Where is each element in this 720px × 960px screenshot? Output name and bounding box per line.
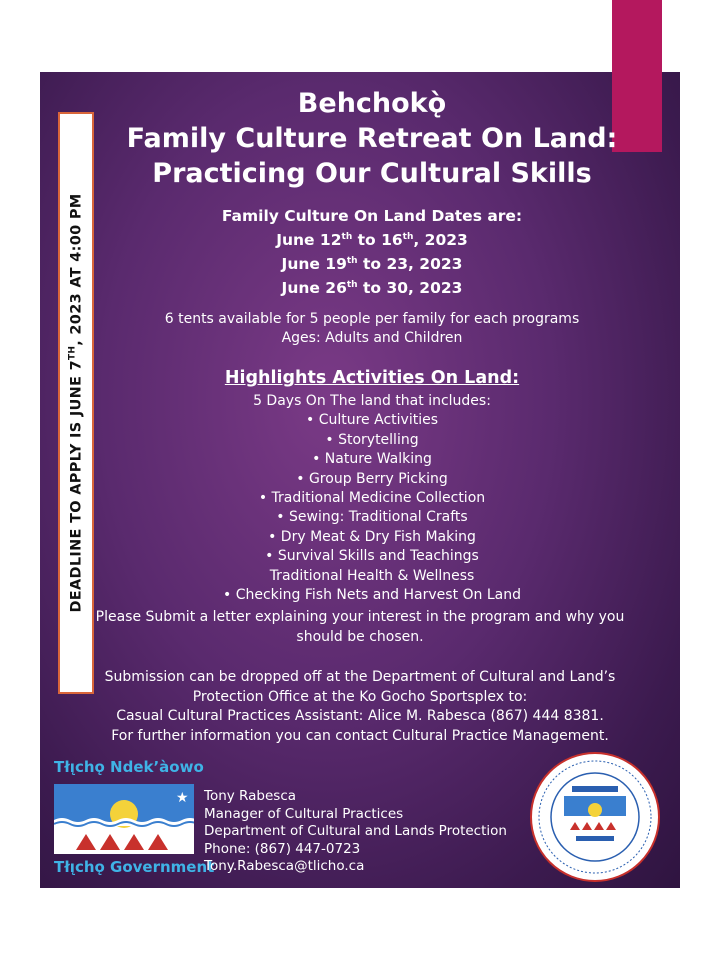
list-item: • Survival Skills and Teachings [265,548,479,565]
list-item: • Sewing: Traditional Crafts [276,509,468,526]
title-line-3: Practicing Our Cultural Skills [152,158,592,189]
info-line: 6 tents available for 5 people per family for each programs [164,311,580,327]
submission-line: Protection Office at the Ko Gocho Sportsplex to: [192,688,528,705]
dates-heading: Family Culture On Land Dates are: [221,207,523,225]
list-item: • Group Berry Picking [296,470,448,487]
contact-name: Tony Rabesca [204,788,297,804]
highlights-heading: Highlights Activities On Land: [224,368,520,388]
dates-section [40,206,680,299]
title-line-1: Behchokǫ̀ [297,88,447,119]
title-line-2: Family Culture Retreat On Land: [126,123,618,154]
list-item: • Traditional Medicine Collection [258,490,486,507]
date-line-1: June 12th to 16th, 2023 [276,231,468,250]
list-item: • Checking Fish Nets and Harvest On Land [223,587,521,604]
list-item: • Culture Activities [306,412,438,429]
date-line-2: June 19th to 23, 2023 [281,255,463,274]
tlicho-flag-logo [54,784,194,854]
department-seal-logo [528,750,662,884]
tlicho-government-label: Tłı̨chǫ Government [54,858,215,876]
contact-phone: Phone: (867) 447-0723 [204,840,361,857]
contact-title: Manager of Cultural Practices [204,805,404,822]
list-item: • Nature Walking [312,451,432,468]
list-item: 5 Days On The land that includes: [253,393,491,409]
submission-line: Submission can be dropped off at the Department of Cultural and Land’s [104,669,616,685]
tent-info [64,310,680,348]
contact-email: Tony.Rabesca@tlicho.ca [204,858,365,874]
list-item: • Storytelling [325,431,419,448]
list-item: • Dry Meat & Dry Fish Making [268,528,476,545]
contact-department: Department of Cultural and Lands Protection [204,823,507,839]
submit-line: Please Submit a letter explaining your interest in the program and why you [95,609,625,625]
date-line-3: June 26th to 30, 2023 [281,279,463,298]
submission-line: Casual Cultural Practices Assistant: Alice M. Rabesca (867) 444 8381. [116,708,604,724]
submit-line: should be chosen. [296,628,424,645]
submission-line: For further information you can contact Cultural Practice Management. [111,727,609,744]
svg-text:★: ★ [176,790,189,806]
tlicho-ndekaowo-label: Tłı̨chǫ Ndek’àowo [54,758,204,776]
highlights-list [64,392,680,605]
page-title [40,86,680,191]
contact-block [204,788,507,876]
list-item: Traditional Health & Wellness [269,567,475,584]
info-line: Ages: Adults and Children [281,330,463,346]
deadline-text: DEADLINE TO APPLY IS JUNE 7TH, 2023 AT 4:00 PM [67,193,85,613]
submission-details [40,668,680,746]
submit-instructions [40,608,680,647]
